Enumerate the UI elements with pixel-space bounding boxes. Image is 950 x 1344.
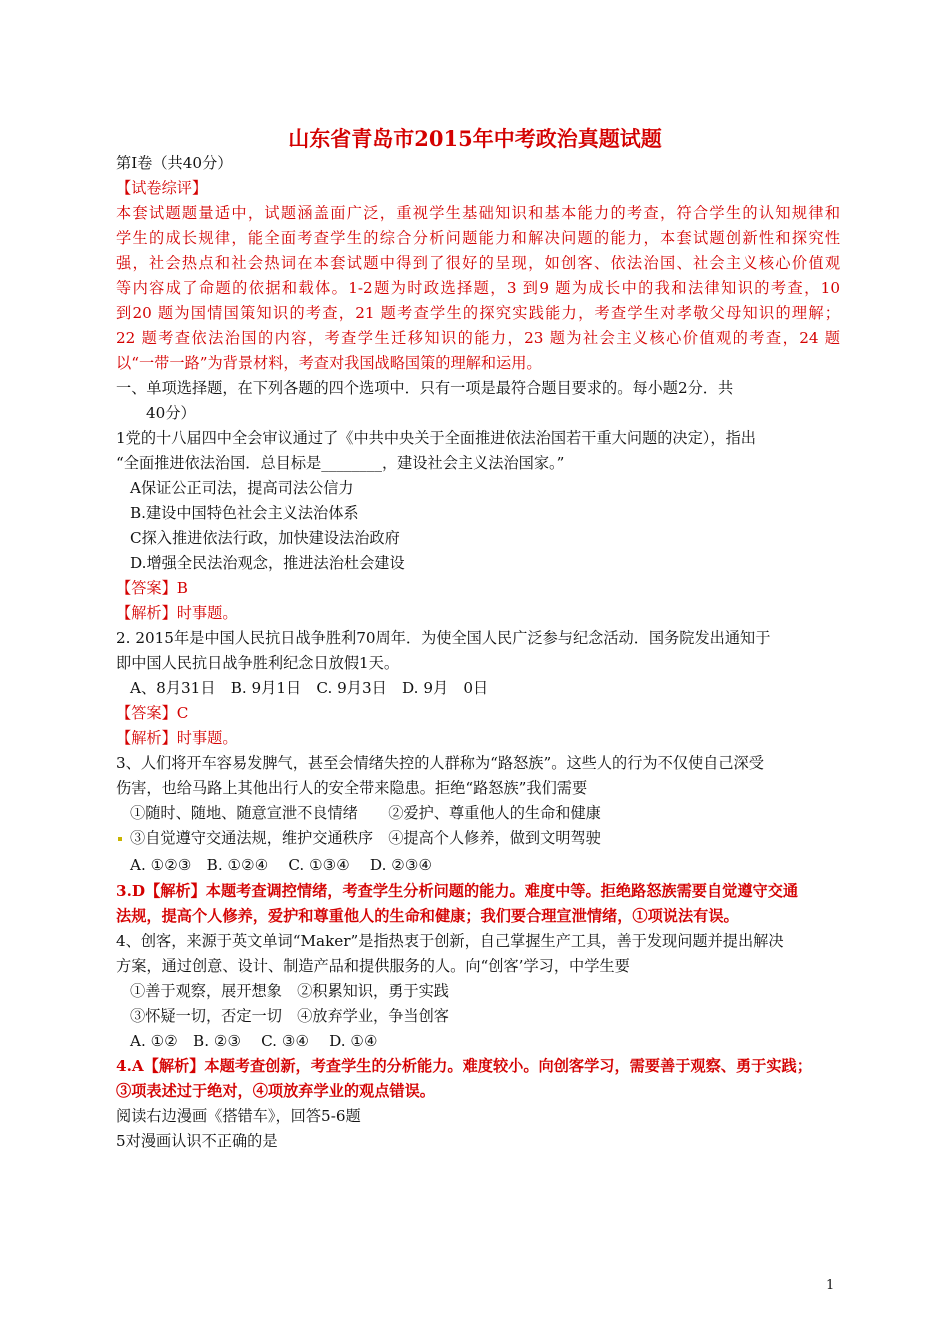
margin-mark [118,837,122,841]
q2-answer: 【答案】C [116,704,189,722]
q4-items-2: ③怀疑一切，否定一切 ④放弃学业，争当创客 [130,1007,449,1025]
q4-options: A. ①② B. ②③ C. ③④ D. ①④ [130,1032,378,1050]
review-line: 等内容成了命题的依据和载体。1-2题为时政选择题，3 到9 题为成长中的我和法律知识的考查，10 [116,279,840,297]
q1-option-b: B.建设中国特色社会主义法治体系 [130,504,359,522]
q5-stem: 5对漫画认识不正确的是 [116,1132,278,1150]
review-line: 以“一带一路”为背景材料，考查对我国战略国策的理解和运用。 [116,354,542,372]
q1-option-d: D.增强全民法治观念，推进法治杜会建设 [130,554,405,572]
q3-stem-cont: 伤害，也给马路上其他出行人的安全带来隐患。拒绝“路怒族”我们需要 [116,779,588,797]
review-text [116,201,840,376]
review-line: 22 题考查依法治国的内容，考查学生迁移知识的能力，23 题为社会主义核心价值观的考查，24 题 [116,329,840,347]
q1-option-a: A保证公正司法，提高司法公信力 [130,479,354,497]
q1-stem-cont: “全面推进依法治国．总目标是________，建设社会主义法治国家。” [116,454,565,472]
reading-instruction: 阅读右边漫画《搭错车》，回答5-6题 [116,1107,361,1125]
q2-analysis: 【解析】时事题。 [116,729,238,747]
page-title: 山东省青岛市2015年中考政治真题试题 [288,126,662,151]
page-number: 1 [826,1278,835,1293]
q2-stem-cont: 即中国人民抗日战争胜利纪念日放假1天。 [116,654,400,672]
q1-stem: 1党的十八届四中全会审议通过了《中共中央关于全面推进依法治国若干重大问题的决定），指出 [116,429,756,447]
review-line: 到20 题为国情国策知识的考查，21 题考查学生的探究实践能力，考查学生对孝敬父母知识的理解； [116,304,840,322]
q3-options: A. ①②③ B. ①②④ C. ①③④ D. ②③④ [130,856,433,874]
q2-stem: 2. 2015年是中国人民抗日战争胜利70周年．为使全国人民广泛参与纪念活动．国务院发出通知于 [116,629,771,647]
q4-stem: 4、创客，来源于英文单词“Maker”是指热衷于创新，自己掌握生产工具，善于发现问题并提出解决 [116,932,784,950]
q3-stem: 3、人们将开车容易发脾气，甚至会情绪失控的人群称为“路怒族”。这些人的行为不仅使自己深受 [116,754,764,772]
review-line: 学生的成长规律，能全面考查学生的综合分析问题能力和解决问题的能力，本套试题创新性和探究性 [116,229,840,247]
q3-analysis: 3.D【解析】本题考查调控情绪，考查学生分析问题的能力。难度中等。拒绝路怒族需要自觉遵守交通 [116,882,799,900]
q4-analysis: 4.A【解析】本题考查创新，考查学生的分析能力。难度较小。向创客学习，需要善于观察、勇于实践； [116,1057,812,1075]
section-header: 第Ⅰ卷（共40分） [116,154,233,172]
review-line: 本套试题题量适中，试题涵盖面广泛，重视学生基础知识和基本能力的考查，符合学生的认知规律和 [116,204,840,222]
part1-instruction: 一、单项选择题，在下列各题的四个选项中．只有一项是最符合题目要求的。每小题2分．共 [116,379,734,397]
q3-items-2-row [116,826,840,851]
q3-items-1: ①随时、随地、随意宣泄不良情绪 ②爱护、尊重他人的生命和健康 [130,804,601,822]
q4-items-1: ①善于观察，展开想象 ②积累知识，勇于实践 [130,982,449,1000]
q4-stem-cont: 方案，通过创意、设计、制造产品和提供服务的人。向“创客’学习，中学生要 [116,957,630,975]
q3-items-2: ③自觉遵守交通法规，维护交通秩序 ④提高个人修养，做到文明驾驶 [130,829,601,847]
part1-instruction-cont: 40分） [146,404,196,422]
q1-option-c: C探入推进依法行政，加快建设法治政府 [130,529,400,547]
q2-options: A、8月31日 B. 9月1日 C. 9月3日 D. 9月 0日 [130,679,489,697]
document-body [116,151,840,1154]
q1-analysis: 【解析】时事题。 [116,604,238,622]
review-line: 强，社会热点和社会热词在本套试题中得到了很好的呈现，如创客、依法治国、社会主义核心价值观 [116,254,840,272]
q3-analysis-cont: 法规，提高个人修养，爱护和尊重他人的生命和健康；我们要合理宣泄情绪，①项说法有误。 [116,907,739,925]
review-label: 【试卷综评】 [116,179,208,197]
q1-answer: 【答案】B [116,579,188,597]
q4-analysis-cont: ③项表述过于绝对，④项放弃学业的观点错误。 [116,1082,435,1100]
